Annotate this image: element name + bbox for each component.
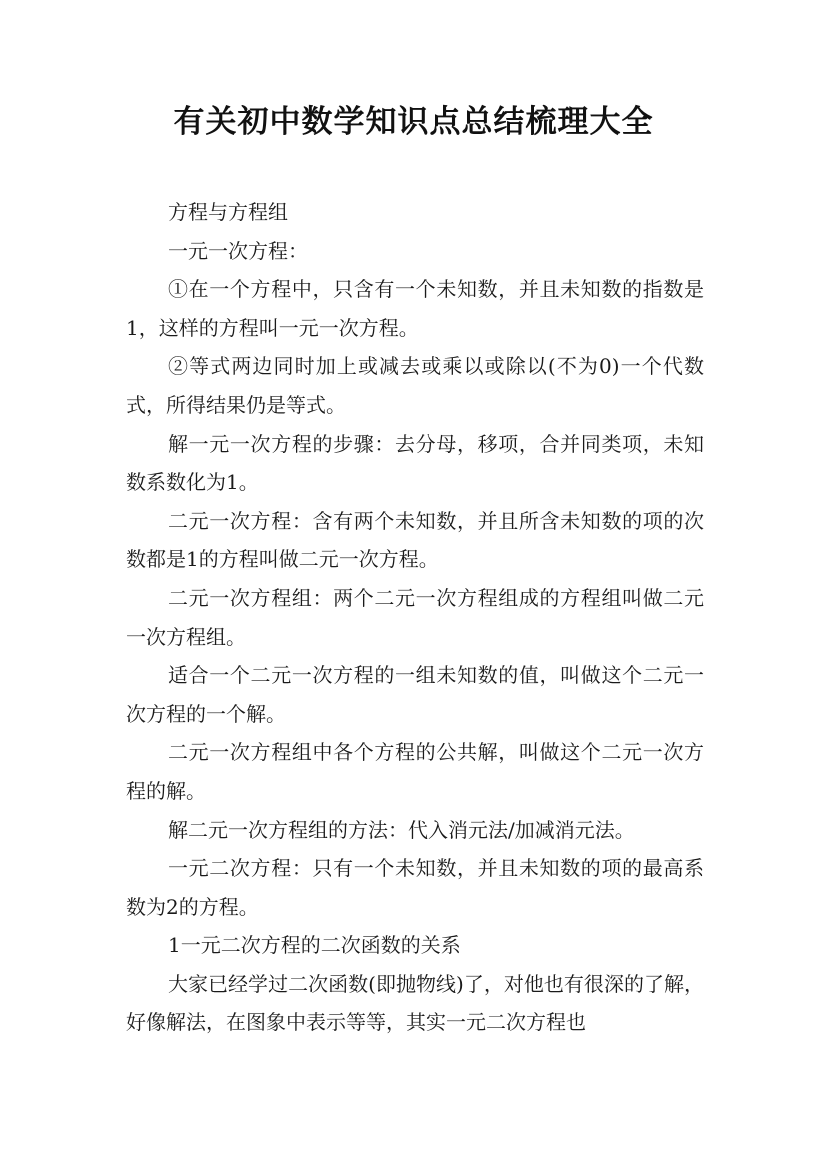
paragraph-equation-property: ②等式两边同时加上或减去或乘以或除以(不为0)一个代数式，所得结果仍是等式。 (126, 354, 704, 417)
paragraph-system-solution: 二元一次方程组中各个方程的公共解，叫做这个二元一次方程的解。 (126, 740, 704, 803)
paragraph-system-definition: 二元一次方程组：两个二元一次方程组成的方程组叫做二元一次方程组。 (126, 585, 704, 649)
paragraph-linear-equation-heading: 一元一次方程： (168, 238, 308, 263)
paragraph-section-heading: 方程与方程组 (168, 200, 288, 224)
paragraph-linear-equation-definition: ①在一个方程中，只含有一个未知数，并且未知数的指数是1，这样的方程叫一元一次方程。 (126, 277, 704, 340)
paragraph-quadratic-definition: 一元二次方程：只有一个未知数，并且未知数的项的最高系数为2的方程。 (126, 856, 704, 919)
paragraph-solving-methods: 解二元一次方程组的方法：代入消元法/加减消元法。 (168, 817, 635, 842)
paragraph-two-variable-equation: 二元一次方程：含有两个未知数，并且所含未知数的项的次数都是1的方程叫做二元一次方程。 (126, 508, 704, 572)
paragraph-quadratic-function-intro: 大家已经学过二次函数(即抛物线)了，对他也有很深的了解，好像解法，在图象中表示等等，其实一元二次方程也 (126, 971, 704, 1035)
document-body (126, 193, 704, 1042)
document-title: 有关初中数学知识点总结梳理大全 (173, 104, 654, 140)
paragraph-subsection-heading: 1一元二次方程的二次函数的关系 (168, 933, 461, 958)
paragraph-solution-definition: 适合一个二元一次方程的一组未知数的值，叫做这个二元一次方程的一个解。 (126, 663, 704, 726)
paragraph-solving-steps: 解一元一次方程的步骤：去分母，移项，合并同类项，未知数系数化为1。 (126, 431, 704, 495)
